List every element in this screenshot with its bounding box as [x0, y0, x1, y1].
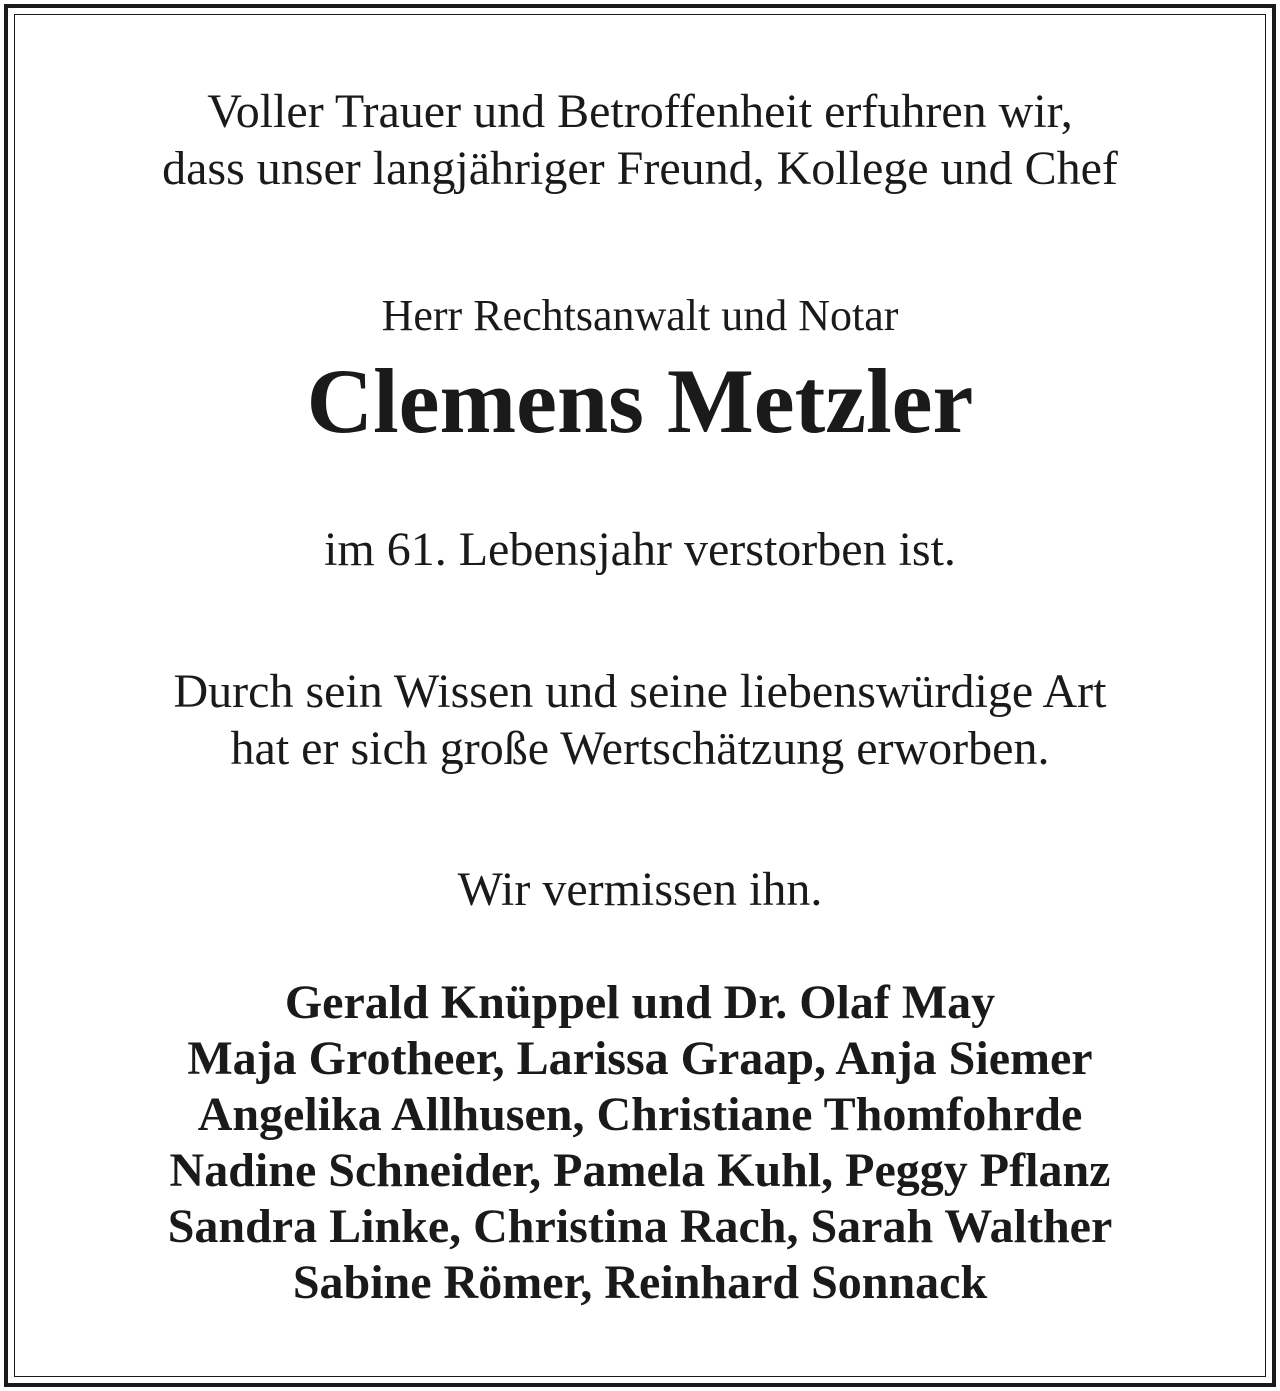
intro-line-2: dass unser langjähriger Freund, Kollege und Chef	[162, 142, 1118, 195]
deceased-name: Clemens Metzler	[306, 350, 974, 452]
signer-line: Sandra Linke, Christina Rach, Sarah Walther	[167, 1200, 1113, 1253]
deceased-title: Herr Rechtsanwalt und Notar	[381, 291, 899, 340]
closing-line: Wir vermissen ihn.	[457, 863, 823, 916]
signer-line: Maja Grotheer, Larissa Graap, Anja Siemer	[187, 1032, 1093, 1085]
tribute-line-2: hat er sich große Wertschätzung erworben.	[230, 722, 1050, 775]
signer-line: Angelika Allhusen, Christiane Thomfohrde	[197, 1088, 1083, 1141]
signer-line: Sabine Römer, Reinhard Sonnack	[292, 1256, 988, 1309]
intro-line-1: Voller Trauer und Betroffenheit erfuhren wir,	[207, 85, 1073, 138]
tribute-line-1: Durch sein Wissen und seine liebenswürdige Art	[173, 665, 1107, 718]
signer-line: Nadine Schneider, Pamela Kuhl, Peggy Pflanz	[169, 1144, 1111, 1197]
age-line: im 61. Lebensjahr verstorben ist.	[324, 523, 956, 576]
signer-line: Gerald Knüppel und Dr. Olaf May	[284, 976, 996, 1029]
